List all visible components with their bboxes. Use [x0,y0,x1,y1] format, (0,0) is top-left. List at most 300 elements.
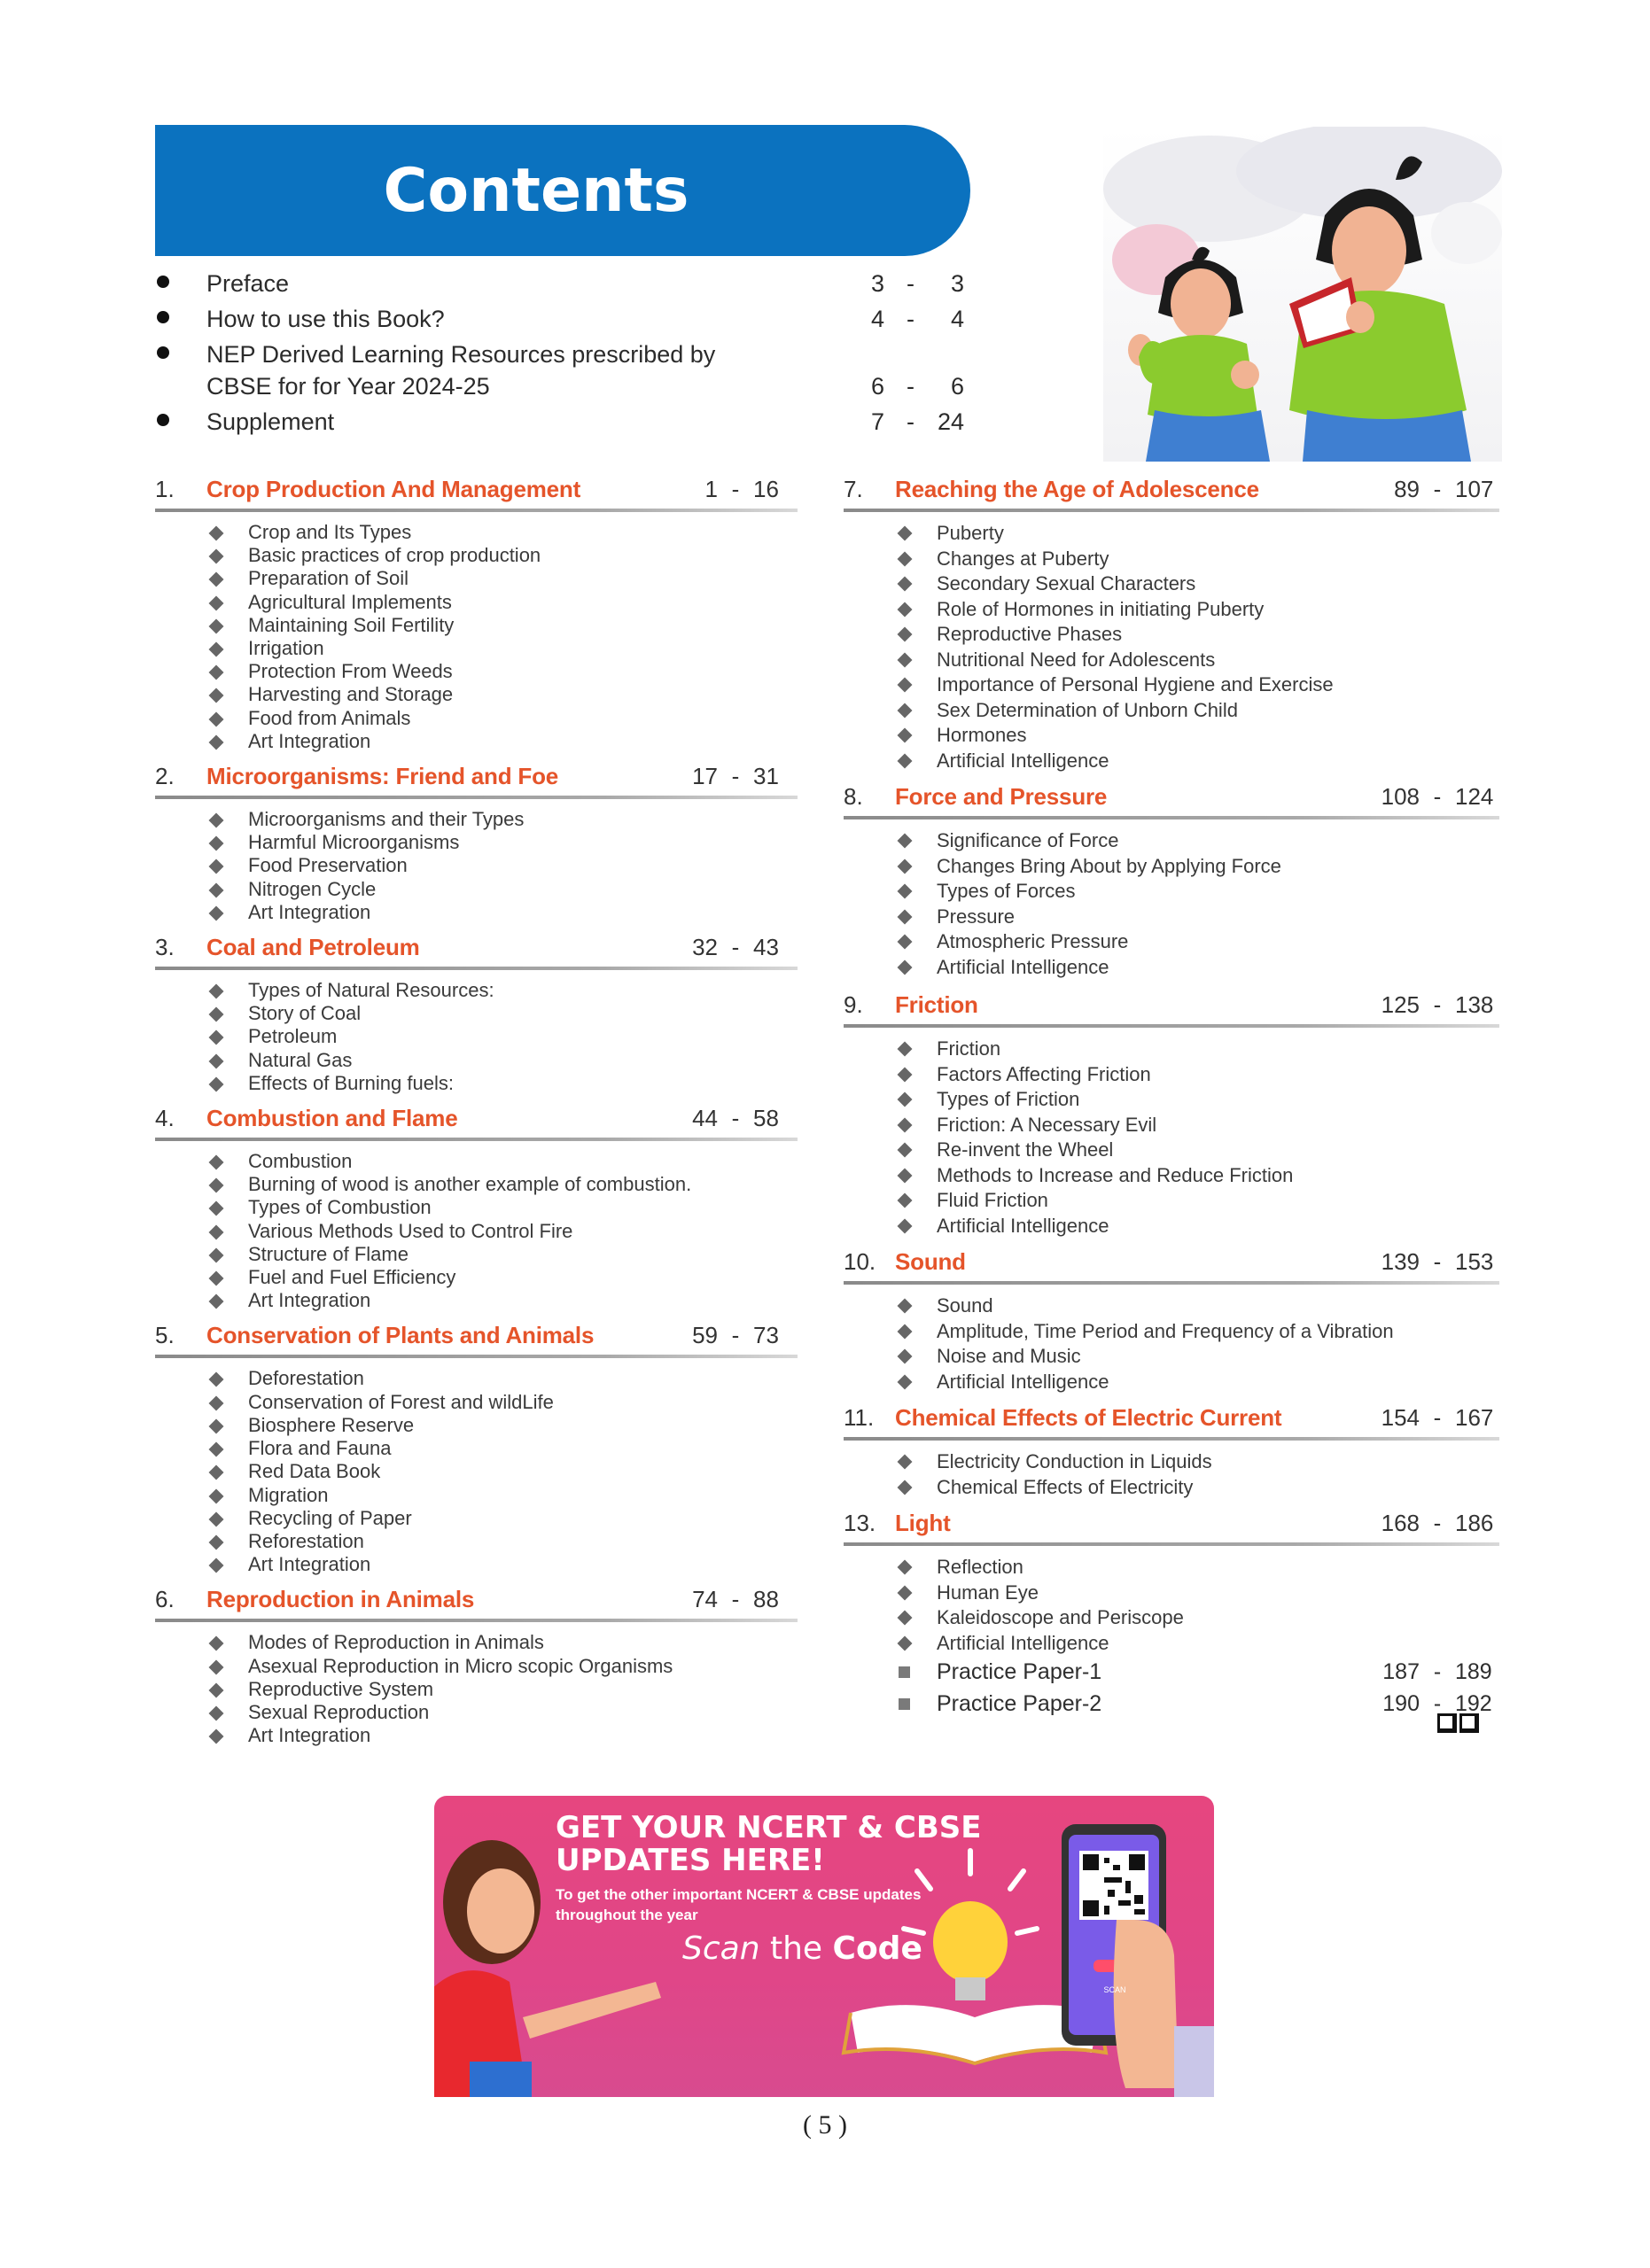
reading-children-illustration [1103,127,1502,462]
diamond-bullet-icon [209,1659,224,1674]
topic-item[interactable] [155,1289,798,1312]
promo-banner[interactable] [434,1796,1214,2097]
topic-item[interactable] [155,1243,798,1266]
diamond-bullet-icon [209,665,224,680]
topic-item[interactable] [844,1138,1499,1163]
topic-item[interactable] [155,1724,798,1747]
topic-label: Deforestation [248,1367,364,1390]
topic-item[interactable] [155,1460,798,1483]
chapter-number: 3. [155,934,175,961]
topic-label: Art Integration [248,1289,371,1312]
topic-item[interactable] [155,1196,798,1219]
topic-item[interactable] [844,1214,1499,1239]
topic-item[interactable] [155,979,798,1002]
topic-label: Food from Animals [248,706,411,729]
diamond-bullet-icon [898,1193,913,1208]
topic-item[interactable] [155,1266,798,1289]
chapter-heading[interactable] [155,1580,798,1613]
topic-item[interactable] [844,672,1499,698]
chapter-heading[interactable] [155,928,798,961]
topic-label: Artificial Intelligence [937,1370,1109,1393]
topic-item[interactable] [844,648,1499,673]
diamond-bullet-icon [898,526,913,541]
diamond-bullet-icon [898,753,913,768]
topic-item[interactable] [155,1678,798,1701]
scan-button[interactable]: SCAN [1103,1985,1126,1994]
diamond-bullet-icon [898,1635,913,1651]
topic-label: Reflection [937,1556,1023,1578]
topic-item[interactable] [155,854,798,877]
diamond-bullet-icon [209,1682,224,1697]
practice-paper-pages: 190 - 192 [1382,1691,1492,1716]
topic-label: Effects of Burning fuels: [248,1071,454,1094]
topic-label: Noise and Music [937,1345,1081,1367]
topic-label: Importance of Personal Hygiene and Exercise [937,673,1334,695]
diamond-bullet-icon [898,1042,913,1057]
diamond-bullet-icon [898,652,913,667]
chapter-number: 1. [155,476,175,502]
topic-item[interactable] [155,831,798,854]
topic-item[interactable] [844,521,1499,547]
chapter-title[interactable]: Crop Production And Management [206,476,581,502]
diamond-bullet-icon [898,1585,913,1600]
chapter-entry [844,985,1499,1239]
chapter-divider [844,1437,1499,1441]
topic-label: Protection From Weeds [248,660,453,683]
chapter-number: 11. [844,1404,875,1431]
chapter-heading[interactable] [155,1316,798,1349]
diamond-bullet-icon [209,813,224,828]
diamond-bullet-icon [209,1534,224,1550]
topic-label: Maintaining Soil Fertility [248,613,455,636]
topic-item[interactable] [844,1475,1499,1501]
topic-item[interactable] [844,571,1499,597]
front-item[interactable] [155,338,970,402]
topic-label: Biosphere Reserve [248,1413,415,1436]
topic-label: Fuel and Fuel Efficiency [248,1266,456,1289]
topic-label: Basic practices of crop production [248,544,541,567]
diamond-bullet-icon [209,1558,224,1573]
topic-label: Atmospheric Pressure [937,930,1129,952]
topic-item[interactable] [155,707,798,730]
topic-item[interactable] [155,683,798,706]
diamond-bullet-icon [898,577,913,592]
promo-subtext: To get the other important NCERT & CBSE updates throughout the year [556,1886,922,1923]
topic-item[interactable] [844,1087,1499,1113]
topic-item[interactable] [155,1173,798,1196]
chapter-title[interactable]: Light [895,1510,951,1536]
topic-item[interactable] [155,591,798,614]
topic-label: Types of Friction [937,1088,1080,1110]
diamond-bullet-icon [209,595,224,610]
front-item-label: Preface [206,270,290,297]
topic-item[interactable] [844,1113,1499,1138]
page-title: Contents [383,155,689,226]
diamond-bullet-icon [898,834,913,849]
diamond-bullet-icon [898,858,913,874]
topic-label: Significance of Force [937,829,1119,851]
topic-label: Reproductive Phases [937,623,1123,645]
front-item-pages: 7 - 24 [871,408,964,435]
chapter-number: 8. [844,783,863,810]
chapter-heading[interactable] [844,985,1499,1019]
chapter-pages: 89 - 107 [1394,476,1494,502]
chapter-divider [844,1281,1499,1285]
diamond-bullet-icon [209,711,224,726]
chapter-number: 2. [155,763,175,790]
chapter-heading[interactable] [155,757,798,790]
diamond-bullet-icon [898,909,913,924]
chapter-entry [844,777,1499,980]
topic-label: Art Integration [248,900,371,923]
diamond-bullet-icon [209,1247,224,1262]
diamond-bullet-icon [209,1155,224,1170]
chapter-entry [155,1099,798,1312]
chapter-entry [844,1503,1499,1656]
topic-item[interactable] [844,1344,1499,1370]
diamond-bullet-icon [898,1611,913,1626]
topic-item[interactable] [155,567,798,590]
topic-item[interactable] [844,1319,1499,1345]
topic-label: Various Methods Used to Control Fire [248,1219,573,1242]
diamond-bullet-icon [209,1007,224,1022]
chapters-right-column [844,470,1499,1720]
topic-item[interactable] [155,1072,798,1095]
chapter-divider [155,1619,798,1622]
chapter-pages: 108 - 124 [1381,783,1494,810]
diamond-bullet-icon [898,1480,913,1495]
topic-item[interactable] [844,749,1499,774]
diamond-bullet-icon [898,935,913,950]
topic-label: Types of Forces [937,880,1076,902]
front-item-pages: 3 - 3 [871,270,964,297]
topic-item[interactable] [155,1437,798,1460]
chapter-divider [155,1138,798,1141]
topic-item[interactable] [844,622,1499,648]
topic-label: Burning of wood is another example of combustion. [248,1173,692,1196]
page-number: ( 5 ) [803,2110,847,2140]
topic-item[interactable] [155,1414,798,1437]
topic-item[interactable] [155,1025,798,1048]
topic-label: Artificial Intelligence [937,1631,1109,1654]
diamond-bullet-icon [209,1224,224,1239]
bullet-icon [157,311,169,323]
diamond-bullet-icon [898,551,913,566]
diamond-bullet-icon [898,627,913,642]
topic-item[interactable] [155,637,798,660]
chapter-heading[interactable] [844,470,1499,503]
topic-item[interactable] [844,905,1499,930]
front-item-pages: 6 - 6 [871,373,964,400]
topic-item[interactable] [155,660,798,683]
chapter-pages: 74 - 88 [692,1586,779,1613]
chapter-number: 7. [844,476,863,502]
topic-item[interactable] [155,1484,798,1507]
diamond-bullet-icon [209,1511,224,1526]
diamond-bullet-icon [898,602,913,617]
diamond-bullet-icon [209,1294,224,1309]
chapter-heading[interactable] [844,1503,1499,1537]
chapter-entry [155,757,798,924]
square-bullet-icon [899,1698,910,1710]
diamond-bullet-icon [898,1067,913,1082]
chapter-heading[interactable] [844,777,1499,811]
topic-label: Combustion [248,1150,353,1173]
topic-item[interactable] [155,808,798,831]
front-item[interactable] [155,406,970,438]
promo-scan-text: Scan the Code [682,1930,922,1967]
diamond-bullet-icon [898,959,913,975]
topic-label: Friction [937,1037,1001,1060]
topic-item[interactable] [155,1367,798,1390]
chapter-number: 13. [844,1510,876,1536]
topic-label: Modes of Reproduction in Animals [248,1631,544,1654]
topic-item[interactable] [155,1150,798,1173]
front-item-label: NEP Derived Learning Resources prescribed by CBSE for for Year 2024-25 [206,341,716,400]
diamond-bullet-icon [209,642,224,657]
diamond-bullet-icon [898,1455,913,1470]
chapter-divider [155,1355,798,1358]
bullet-icon [157,414,169,426]
topic-label: Chemical Effects of Electricity [937,1475,1194,1498]
chapter-divider [155,509,798,512]
topic-item[interactable] [155,901,798,924]
diamond-bullet-icon [898,678,913,693]
topic-label: Sexual Reproduction [248,1700,430,1723]
topic-item[interactable] [844,828,1499,854]
topic-item[interactable] [155,1655,798,1678]
chapter-entry [155,1316,798,1576]
chapter-entry [155,470,798,753]
diamond-bullet-icon [209,1053,224,1068]
topic-label: Artificial Intelligence [937,749,1109,772]
diamond-bullet-icon [898,1168,913,1183]
diamond-bullet-icon [209,526,224,541]
topic-label: Changes Bring About by Applying Force [937,854,1281,877]
chapter-divider [844,816,1499,819]
diamond-bullet-icon [209,1442,224,1457]
chapter-divider [155,967,798,970]
topic-label: Microorganisms and their Types [248,808,525,831]
topic-label: Asexual Reproduction in Micro scopic Organisms [248,1654,673,1677]
topic-item[interactable] [155,1631,798,1654]
diamond-bullet-icon [209,1705,224,1720]
chapter-heading[interactable] [155,470,798,503]
chapter-pages: 59 - 73 [692,1322,779,1349]
front-item[interactable] [155,303,970,335]
topic-item[interactable] [844,1037,1499,1062]
topic-item[interactable] [844,1062,1499,1088]
diamond-bullet-icon [209,836,224,851]
chapter-title[interactable]: Reaching the Age of Adolescence [895,476,1259,502]
topic-item[interactable] [155,614,798,637]
front-item[interactable] [155,268,970,299]
end-marker [1437,1713,1479,1733]
topic-item[interactable] [155,878,798,901]
front-item-label: How to use this Book? [206,306,445,332]
diamond-bullet-icon [209,1372,224,1387]
topic-label: Irrigation [248,637,324,660]
topic-item[interactable] [844,1605,1499,1631]
topic-label: Sex Determination of Unborn Child [937,698,1238,721]
chapter-title[interactable]: Reproduction in Animals [206,1586,475,1613]
diamond-bullet-icon [209,1395,224,1410]
topic-label: Flora and Fauna [248,1437,392,1460]
practice-paper-pages: 187 - 189 [1382,1659,1492,1684]
topic-item[interactable] [155,1220,798,1243]
chapter-number: 4. [155,1105,175,1132]
topic-label: Methods to Increase and Reduce Friction [937,1163,1294,1186]
chapter-title[interactable]: Force and Pressure [895,783,1108,810]
diamond-bullet-icon [209,1030,224,1045]
topic-item[interactable] [844,547,1499,572]
diamond-bullet-icon [898,703,913,718]
topic-label: Structure of Flame [248,1242,409,1265]
diamond-bullet-icon [209,1271,224,1286]
chapter-title[interactable]: Combustion and Flame [206,1105,458,1132]
topic-item[interactable] [155,1049,798,1072]
topic-item[interactable] [844,1581,1499,1606]
chapter-pages: 17 - 31 [692,763,779,790]
chapter-title[interactable]: Coal and Petroleum [206,934,420,961]
topic-label: Food Preservation [248,854,408,877]
topic-item[interactable] [844,1555,1499,1581]
topic-item[interactable] [844,955,1499,981]
topic-item[interactable] [155,521,798,544]
diamond-bullet-icon [898,1299,913,1314]
diamond-bullet-icon [209,905,224,920]
topic-label: Recycling of Paper [248,1506,412,1529]
topic-item[interactable] [844,698,1499,724]
topic-item[interactable] [155,1530,798,1553]
topic-item[interactable] [155,1701,798,1724]
diamond-bullet-icon [209,734,224,750]
topic-item[interactable] [844,1188,1499,1214]
chapter-pages: 1 - 16 [704,476,779,502]
topic-label: Reforestation [248,1529,364,1552]
topic-label: Nitrogen Cycle [248,877,377,900]
contents-banner [155,125,970,256]
chapter-entry [844,1398,1499,1500]
topic-item[interactable] [844,929,1499,955]
chapter-entry [155,928,798,1095]
diamond-bullet-icon [209,1178,224,1193]
topic-label: Art Integration [248,1553,371,1576]
topic-label: Amplitude, Time Period and Frequency of a Vibration [937,1319,1394,1342]
chapter-number: 6. [155,1586,175,1613]
topic-item[interactable] [155,1507,798,1530]
chapter-title[interactable]: Microorganisms: Friend and Foe [206,763,559,790]
topic-item[interactable] [155,544,798,567]
topic-label: Puberty [937,522,1004,544]
topic-item[interactable] [844,1163,1499,1189]
topic-label: Red Data Book [248,1460,381,1483]
chapter-heading[interactable] [844,1242,1499,1276]
chapter-heading[interactable] [155,1099,798,1132]
topic-item[interactable] [844,1293,1499,1319]
chapter-divider [844,509,1499,512]
topic-label: Story of Coal [248,1002,362,1025]
diamond-bullet-icon [209,1729,224,1744]
diamond-bullet-icon [898,1092,913,1107]
chapter-title[interactable]: Friction [895,991,978,1018]
diamond-bullet-icon [209,984,224,999]
diamond-bullet-icon [898,728,913,743]
topic-label: Factors Affecting Friction [937,1062,1151,1085]
chapter-heading[interactable] [844,1398,1499,1432]
topic-label: Harmful Microorganisms [248,831,460,854]
promo-headline: GET YOUR NCERT & CBSE UPDATES HERE! [556,1810,982,1878]
topic-label: Role of Hormones in initiating Puberty [937,597,1265,620]
topic-label: Nutritional Need for Adolescents [937,648,1216,671]
chapter-number: 9. [844,991,863,1018]
chapter-divider [844,1542,1499,1546]
topic-item[interactable] [844,597,1499,623]
topic-label: Electricity Conduction in Liquids [937,1450,1212,1472]
diamond-bullet-icon [898,1349,913,1364]
topic-item[interactable] [155,730,798,753]
topic-item[interactable] [155,1391,798,1414]
chapter-divider [844,1024,1499,1028]
bullet-icon [157,276,169,288]
practice-paper-label: Practice Paper-1 [937,1659,1102,1684]
topic-label: Preparation of Soil [248,567,409,590]
topic-label: Kaleidoscope and Periscope [937,1606,1184,1628]
chapter-pages: 32 - 43 [692,934,779,961]
topic-item[interactable] [155,1553,798,1576]
diamond-bullet-icon [209,859,224,874]
topic-item[interactable] [844,1449,1499,1475]
diamond-bullet-icon [898,884,913,899]
diamond-bullet-icon [209,1636,224,1651]
topic-label: Agricultural Implements [248,590,452,613]
topic-label: Hormones [937,724,1027,746]
topic-label: Human Eye [937,1581,1039,1604]
topic-item[interactable] [844,879,1499,905]
practice-paper-item[interactable] [844,1656,1499,1688]
topic-item[interactable] [844,1370,1499,1395]
topic-item[interactable] [844,1631,1499,1657]
chapter-title[interactable]: Conservation of Plants and Animals [206,1322,595,1349]
topic-label: Petroleum [248,1025,338,1048]
topic-label: Artificial Intelligence [937,955,1109,978]
topic-item[interactable] [155,1002,798,1025]
diamond-bullet-icon [209,688,224,703]
topic-item[interactable] [844,723,1499,749]
diamond-bullet-icon [898,1143,913,1158]
chapter-pages: 154 - 167 [1381,1404,1494,1431]
topic-label: Art Integration [248,1724,371,1747]
chapters-left-column [155,470,798,1747]
chapter-entry [844,1242,1499,1394]
diamond-bullet-icon [209,1201,224,1216]
topic-item[interactable] [844,854,1499,880]
topic-label: Harvesting and Storage [248,683,454,706]
diamond-bullet-icon [209,618,224,633]
chapter-number: 5. [155,1322,175,1349]
chapter-entry [844,470,1499,773]
topic-label: Artificial Intelligence [937,1214,1109,1237]
practice-paper-item[interactable] [844,1688,1499,1720]
practice-paper-label: Practice Paper-2 [937,1691,1102,1716]
chapter-title[interactable]: Chemical Effects of Electric Current [895,1404,1282,1431]
topic-label: Conservation of Forest and wildLife [248,1390,554,1413]
bullet-icon [157,346,169,359]
chapter-title[interactable]: Sound [895,1248,966,1275]
topic-label: Secondary Sexual Characters [937,572,1196,594]
diamond-bullet-icon [898,1374,913,1389]
topic-label: Fluid Friction [937,1189,1048,1211]
